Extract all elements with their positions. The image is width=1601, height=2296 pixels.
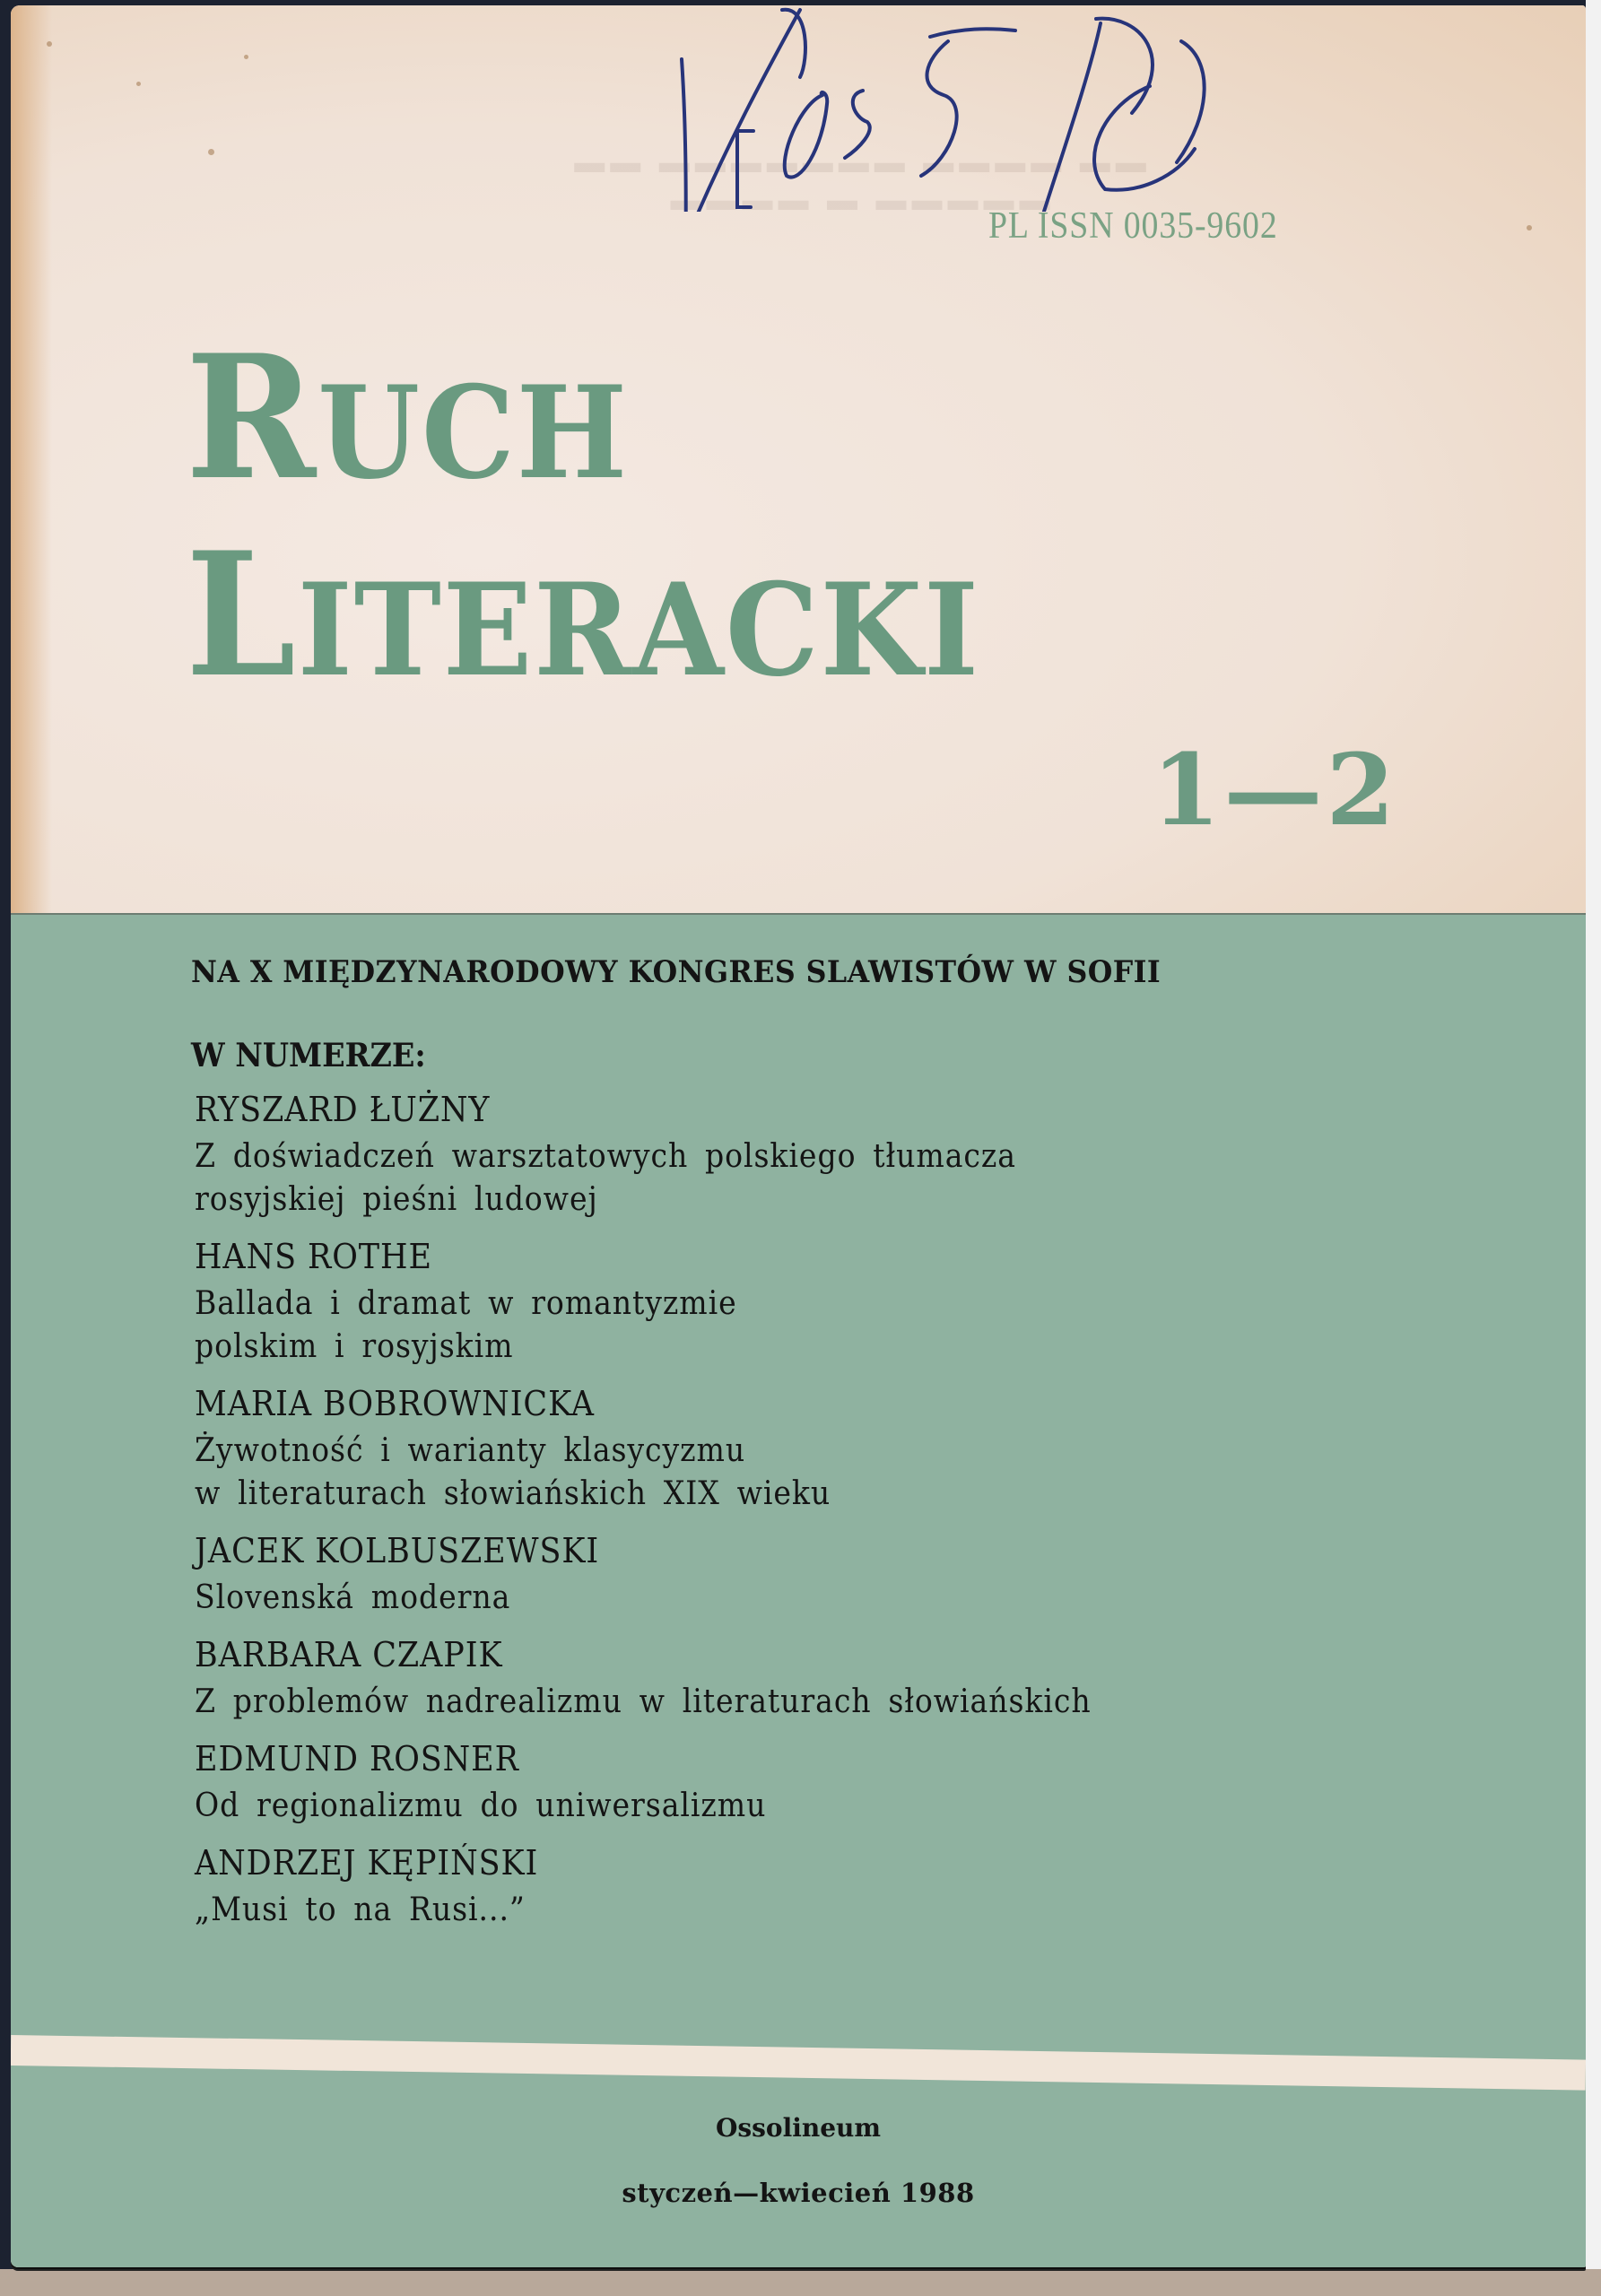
in-issue-heading: W NUMERZE: <box>191 1037 426 1074</box>
backdrop-bottom <box>0 2269 1601 2296</box>
issn-number: PL ISSN 0035-9602 <box>988 205 1278 247</box>
paper-speck <box>47 41 52 47</box>
contents-entry <box>195 1381 1450 1516</box>
entry-title-line: Żywotność i warianty klasycyzmu <box>195 1432 746 1469</box>
issue-number: 1—2 <box>1152 732 1399 848</box>
contents-entry <box>195 1528 1450 1620</box>
title-initial: R <box>186 317 318 517</box>
issue-date: styczeń—kwiecień 1988 <box>622 2178 975 2208</box>
contents-block <box>191 954 1450 1932</box>
entry-title-line: Slovenská moderna <box>195 1579 511 1616</box>
entry-author: HANS ROTHE <box>195 1237 432 1276</box>
contents-entry <box>195 1840 1450 1932</box>
entry-title <box>195 1889 1350 1932</box>
magazine-title-line-2 <box>186 515 980 715</box>
entry-title <box>195 1430 1350 1516</box>
paper-speck <box>244 55 248 59</box>
publisher-name: Ossolineum <box>715 2113 882 2143</box>
entry-title <box>195 1135 1350 1222</box>
entry-title-line: w literaturach słowiańskich XIX wieku <box>195 1475 831 1512</box>
entry-title-line: rosyjskiej pieśni ludowej <box>195 1181 598 1218</box>
entry-title-line: Z doświadczeń warsztatowych polskiego tłumacza <box>195 1138 1016 1175</box>
entry-author: BARBARA CZAPIK <box>195 1635 503 1674</box>
entry-title-line: Z problemów nadrealizmu w literaturach słowiańskich <box>195 1683 1092 1720</box>
contents-entry <box>195 1087 1450 1222</box>
congress-subtitle: NA X MIĘDZYNARODOWY KONGRES SLAWISTÓW W SOFII <box>191 954 1162 990</box>
title-rest: ITERACKI <box>297 556 980 705</box>
contents-entry <box>195 1736 1450 1828</box>
entry-title <box>195 1283 1350 1369</box>
entry-title <box>195 1577 1350 1620</box>
paper-speck <box>136 82 141 86</box>
entry-author: EDMUND ROSNER <box>195 1739 519 1779</box>
magazine-title-line-1 <box>186 317 629 517</box>
entry-title-line: „Musi to na Rusi...” <box>195 1892 526 1928</box>
contents-entry <box>195 1234 1450 1369</box>
paper-speck <box>208 149 214 155</box>
faded-show-through-text: ▬▬ ▬▬▬▬▬▬▬ ▬▬▬▬ ▬▬ ▬▬▬▬ ▬ ▬▬▬▬▬ <box>574 146 1152 217</box>
handwritten-shelfmark-icon <box>674 5 1586 212</box>
entry-author: ANDRZEJ KĘPIŃSKI <box>195 1843 539 1883</box>
title-rest: UCH <box>318 359 629 508</box>
entry-title-line: polskim i rosyjskim <box>195 1328 514 1365</box>
entry-title-line: Od regionalizmu do uniwersalizmu <box>195 1787 767 1824</box>
title-initial: L <box>186 515 298 715</box>
backdrop-right <box>1586 0 1601 2296</box>
contents-entry <box>195 1632 1450 1724</box>
paper-speck <box>1527 225 1532 230</box>
entry-author: MARIA BOBROWNICKA <box>195 1384 595 1423</box>
entry-title <box>195 1681 1350 1724</box>
entry-title <box>195 1785 1350 1828</box>
entry-title-line: Ballada i dramat w romantyzmie <box>195 1285 737 1322</box>
entry-author: JACEK KOLBUSZEWSKI <box>195 1531 600 1570</box>
magazine-cover <box>11 5 1586 2267</box>
entry-author: RYSZARD ŁUŻNY <box>195 1090 491 1129</box>
